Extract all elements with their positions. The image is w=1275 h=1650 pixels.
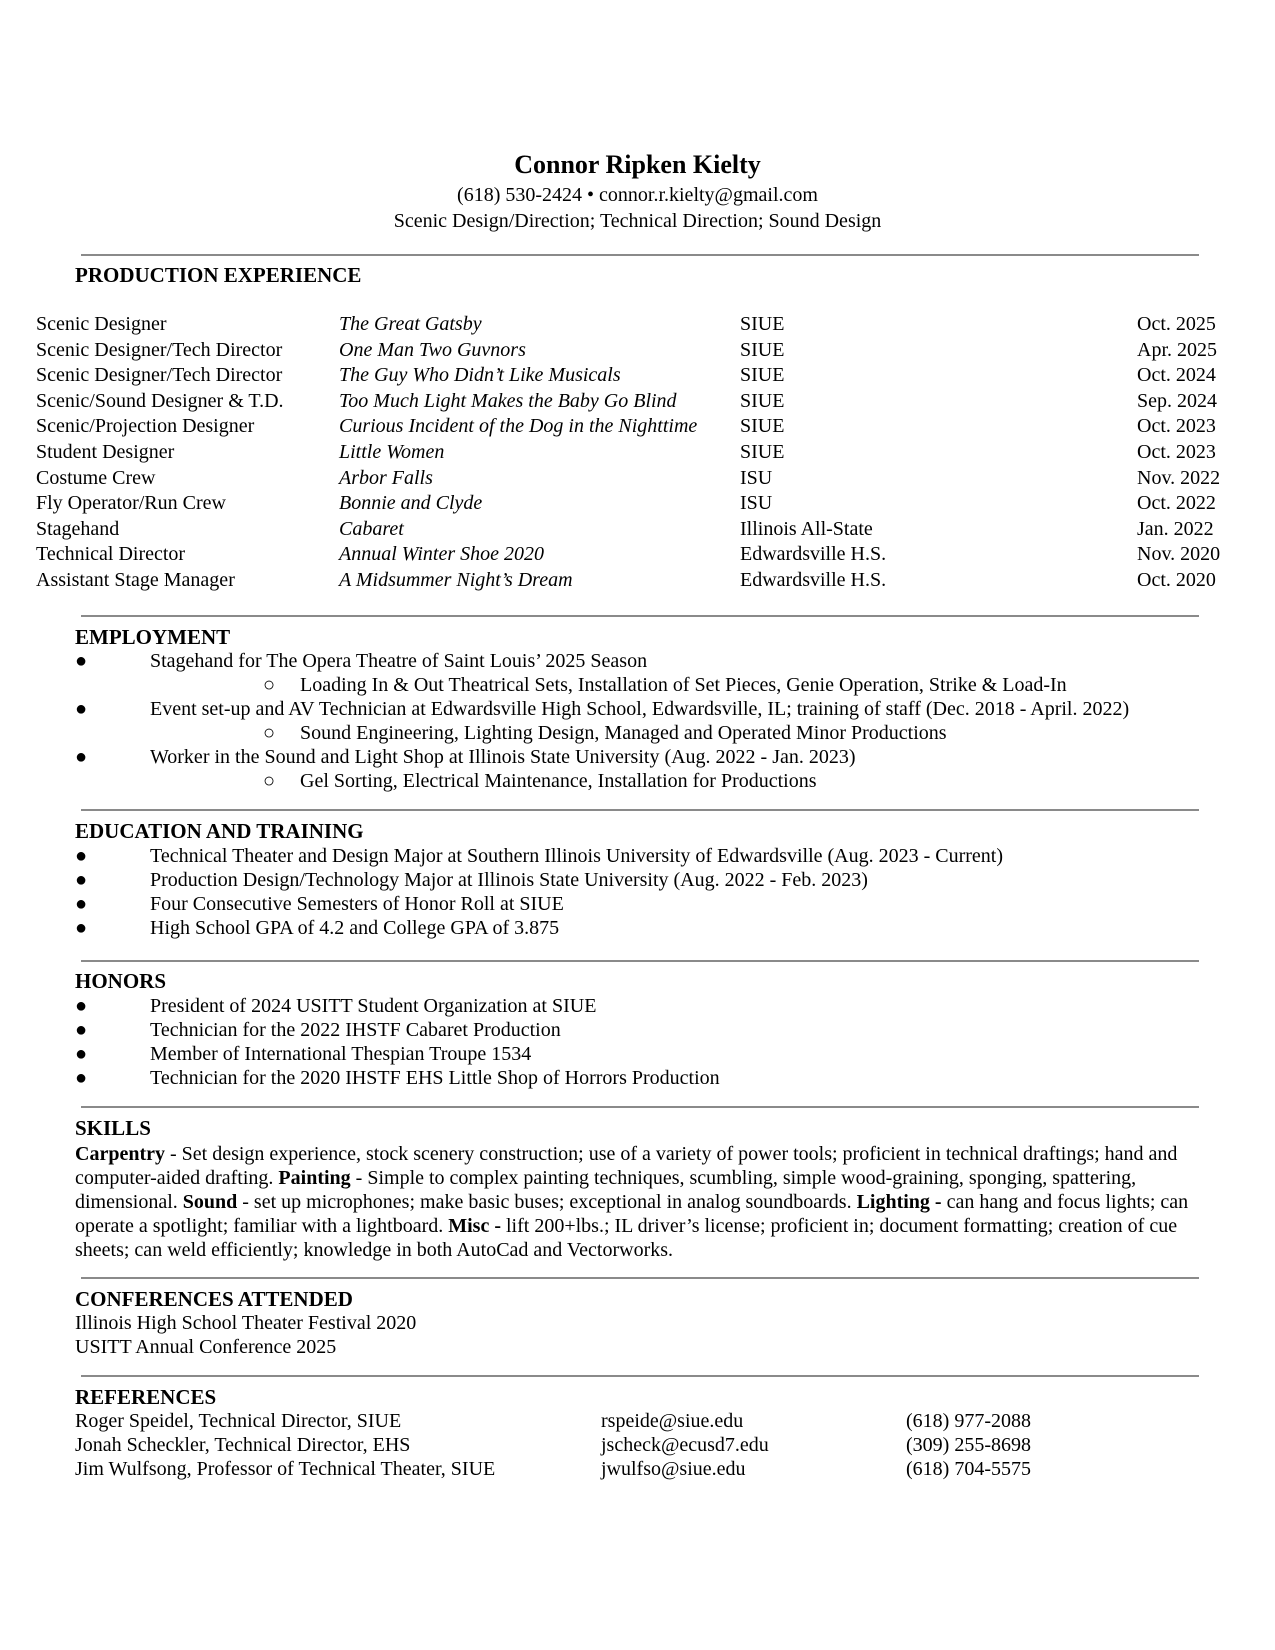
- bullet-icon: ●: [75, 650, 88, 672]
- section-divider: [81, 615, 1199, 617]
- employment-subtext: Loading In & Out Theatrical Sets, Installation of Set Pieces, Genie Operation, Strike & Load-In: [300, 674, 1067, 696]
- bullet-icon: ●: [75, 1043, 88, 1065]
- skills-paragraph: [75, 1142, 1195, 1262]
- bullet-icon: ●: [75, 995, 88, 1017]
- production-role: Technical Director: [36, 543, 186, 566]
- skill-label-painting: Painting: [278, 1167, 351, 1189]
- conferences-heading: CONFERENCES ATTENDED: [75, 1287, 353, 1311]
- employment-text: Event set-up and AV Technician at Edwardsville High School, Edwardsville, IL; training of staff (Dec. 2018 - April. 2022): [150, 698, 1130, 720]
- skill-label-carpentry: Carpentry: [75, 1143, 165, 1165]
- employment-subtext: Gel Sorting, Electrical Maintenance, Installation for Productions: [300, 770, 817, 792]
- references-heading: REFERENCES: [75, 1385, 217, 1409]
- reference-name: Roger Speidel, Technical Director, SIUE: [75, 1410, 402, 1432]
- resume-name: Connor Ripken Kielty: [514, 150, 761, 179]
- education-heading: EDUCATION AND TRAINING: [75, 819, 364, 843]
- production-role: Scenic Designer: [36, 313, 167, 335]
- production-row: [0, 441, 1275, 466]
- production-role: Student Designer: [36, 441, 175, 463]
- production-role: Scenic/Projection Designer: [36, 415, 255, 438]
- production-row: [0, 467, 1275, 492]
- honor-item-text: Member of International Thespian Troupe 1534: [150, 1043, 532, 1065]
- employment-text: Worker in the Sound and Light Shop at Illinois State University (Aug. 2022 - Jan. 2023): [150, 746, 856, 768]
- production-show: Too Much Light Makes the Baby Go Blind: [339, 389, 677, 412]
- production-date: Oct. 2023: [1137, 441, 1216, 463]
- production-venue: SIUE: [740, 338, 785, 361]
- section-divider: [81, 254, 1199, 256]
- skill-label-lighting: Lighting -: [856, 1191, 942, 1213]
- sub-bullet-icon: ○: [263, 674, 276, 696]
- bullet-icon: ●: [75, 845, 88, 867]
- production-date: Oct. 2025: [1137, 313, 1216, 335]
- reference-email: rspeide@siue.edu: [601, 1410, 744, 1432]
- education-item-text: Technical Theater and Design Major at Southern Illinois University of Edwardsville (Aug. 2023 - Current): [150, 845, 1004, 867]
- production-show: Cabaret: [339, 517, 404, 540]
- production-date: Oct. 2020: [1137, 569, 1216, 591]
- production-row: [0, 339, 1275, 364]
- honors-heading: HONORS: [75, 969, 167, 993]
- reference-name: Jonah Scheckler, Technical Director, EHS: [75, 1434, 411, 1456]
- production-date: Sep. 2024: [1137, 389, 1217, 412]
- production-show: Little Women: [339, 441, 445, 463]
- conference-item: USITT Annual Conference 2025: [75, 1336, 337, 1358]
- production-venue: SIUE: [740, 415, 785, 438]
- employment-subtext: Sound Engineering, Lighting Design, Managed and Operated Minor Productions: [300, 722, 947, 744]
- production-venue: SIUE: [740, 313, 785, 335]
- production-show: A Midsummer Night’s Dream: [339, 569, 573, 591]
- bullet-icon: ●: [75, 746, 88, 768]
- sub-bullet-icon: ○: [263, 722, 276, 744]
- production-show: The Great Gatsby: [339, 313, 482, 335]
- honor-item-text: President of 2024 USITT Student Organization at SIUE: [150, 995, 597, 1017]
- reference-phone: (618) 704-5575: [906, 1458, 1031, 1480]
- employment-heading: EMPLOYMENT: [75, 625, 231, 649]
- contact-line: (618) 530-2424 • connor.r.kielty@gmail.com: [457, 184, 818, 206]
- production-show: Annual Winter Shoe 2020: [339, 543, 544, 566]
- reference-email: jscheck@ecusd7.edu: [601, 1434, 769, 1456]
- bullet-icon: ●: [75, 1067, 88, 1089]
- reference-phone: (309) 255-8698: [906, 1434, 1031, 1456]
- production-date: Oct. 2022: [1137, 492, 1216, 515]
- production-row: [0, 543, 1275, 568]
- production-row: [0, 390, 1275, 415]
- employment-text: Stagehand for The Opera Theatre of Saint Louis’ 2025 Season: [150, 650, 648, 672]
- production-row: [0, 415, 1275, 440]
- reference-email: jwulfso@siue.edu: [601, 1458, 746, 1480]
- production-date: Nov. 2020: [1137, 543, 1221, 566]
- production-row: [0, 364, 1275, 389]
- bullet-icon: ●: [75, 869, 88, 891]
- education-item-text: Production Design/Technology Major at Illinois State University (Aug. 2022 - Feb. 2023): [150, 869, 868, 891]
- conference-item: Illinois High School Theater Festival 2020: [75, 1312, 417, 1334]
- production-role: Scenic Designer/Tech Director: [36, 364, 283, 387]
- production-role: Scenic Designer/Tech Director: [36, 338, 283, 361]
- production-venue: SIUE: [740, 364, 785, 387]
- bullet-icon: ●: [75, 1019, 88, 1041]
- reference-row: [0, 1434, 1275, 1458]
- skill-text-carpentry: - Set design experience, stock scenery construction; use of a variety of power tools; proficient in technical draftings; hand and computer-aided drafting.: [75, 1143, 1178, 1189]
- skill-text-misc: lift 200+lbs.; IL driver’s license; proficient in; document formatting; creation of cue sheets; can weld efficiently; knowledge in both AutoCad and Vectorworks.: [75, 1215, 1178, 1261]
- bullet-icon: ●: [75, 917, 88, 939]
- production-venue: ISU: [740, 466, 773, 489]
- production-row: [0, 518, 1275, 543]
- reference-name: Jim Wulfsong, Professor of Technical Theater, SIUE: [75, 1458, 496, 1480]
- honor-item-text: Technician for the 2022 IHSTF Cabaret Production: [150, 1019, 561, 1041]
- skill-text-painting: - Simple to complex painting techniques, scumbling, simple wood-graining, sponging, spattering, dimensional.: [75, 1167, 1137, 1213]
- production-date: Nov. 2022: [1137, 466, 1221, 489]
- bullet-icon: ●: [75, 893, 88, 915]
- sub-bullet-icon: ○: [263, 770, 276, 792]
- production-role: Costume Crew: [36, 466, 156, 489]
- production-venue: ISU: [740, 492, 773, 515]
- education-item-text: Four Consecutive Semesters of Honor Roll at SIUE: [150, 893, 564, 915]
- production-role: Stagehand: [36, 517, 120, 540]
- section-divider: [81, 1375, 1199, 1377]
- production-venue: Edwardsville H.S.: [740, 543, 887, 566]
- skill-text-sound: - set up microphones; make basic buses; exceptional in analog soundboards.: [237, 1191, 857, 1213]
- roles-line: Scenic Design/Direction; Technical Direction; Sound Design: [393, 210, 882, 232]
- production-role: Fly Operator/Run Crew: [36, 492, 226, 515]
- production-date: Jan. 2022: [1137, 517, 1214, 540]
- reference-phone: (618) 977-2088: [906, 1410, 1031, 1432]
- reference-row: [0, 1458, 1275, 1482]
- production-venue: SIUE: [740, 441, 785, 463]
- production-row: [0, 569, 1275, 594]
- production-row: [0, 492, 1275, 517]
- section-divider: [81, 809, 1199, 811]
- production-venue: SIUE: [740, 389, 785, 412]
- production-role: Scenic/Sound Designer & T.D.: [36, 389, 284, 412]
- production-venue: Edwardsville H.S.: [740, 569, 887, 591]
- bullet-icon: ●: [75, 698, 88, 720]
- production-date: Oct. 2024: [1137, 364, 1216, 387]
- production-show: Arbor Falls: [339, 466, 433, 489]
- skill-label-sound: Sound: [182, 1191, 238, 1213]
- section-divider: [81, 960, 1199, 962]
- production-date: Apr. 2025: [1137, 338, 1217, 361]
- production-show: Bonnie and Clyde: [339, 492, 483, 515]
- production-show: One Man Two Guvnors: [339, 338, 526, 361]
- production-row: [0, 313, 1275, 338]
- skill-label-misc: Misc -: [448, 1215, 501, 1237]
- skills-heading: SKILLS: [75, 1116, 151, 1140]
- reference-row: [0, 1410, 1275, 1434]
- production-date: Oct. 2023: [1137, 415, 1216, 438]
- section-divider: [81, 1106, 1199, 1108]
- production-show: Curious Incident of the Dog in the Nighttime: [339, 415, 698, 438]
- production-show: The Guy Who Didn’t Like Musicals: [339, 364, 621, 387]
- production-heading: PRODUCTION EXPERIENCE: [75, 263, 362, 287]
- production-role: Assistant Stage Manager: [36, 569, 235, 591]
- section-divider: [81, 1277, 1199, 1279]
- skill-text-lighting: can hang and focus lights; can operate a spotlight; familiar with a lightboard.: [75, 1191, 1189, 1237]
- honor-item-text: Technician for the 2020 IHSTF EHS Little Shop of Horrors Production: [150, 1067, 720, 1089]
- education-item-text: High School GPA of 4.2 and College GPA of 3.875: [150, 917, 560, 939]
- production-venue: Illinois All-State: [740, 517, 873, 540]
